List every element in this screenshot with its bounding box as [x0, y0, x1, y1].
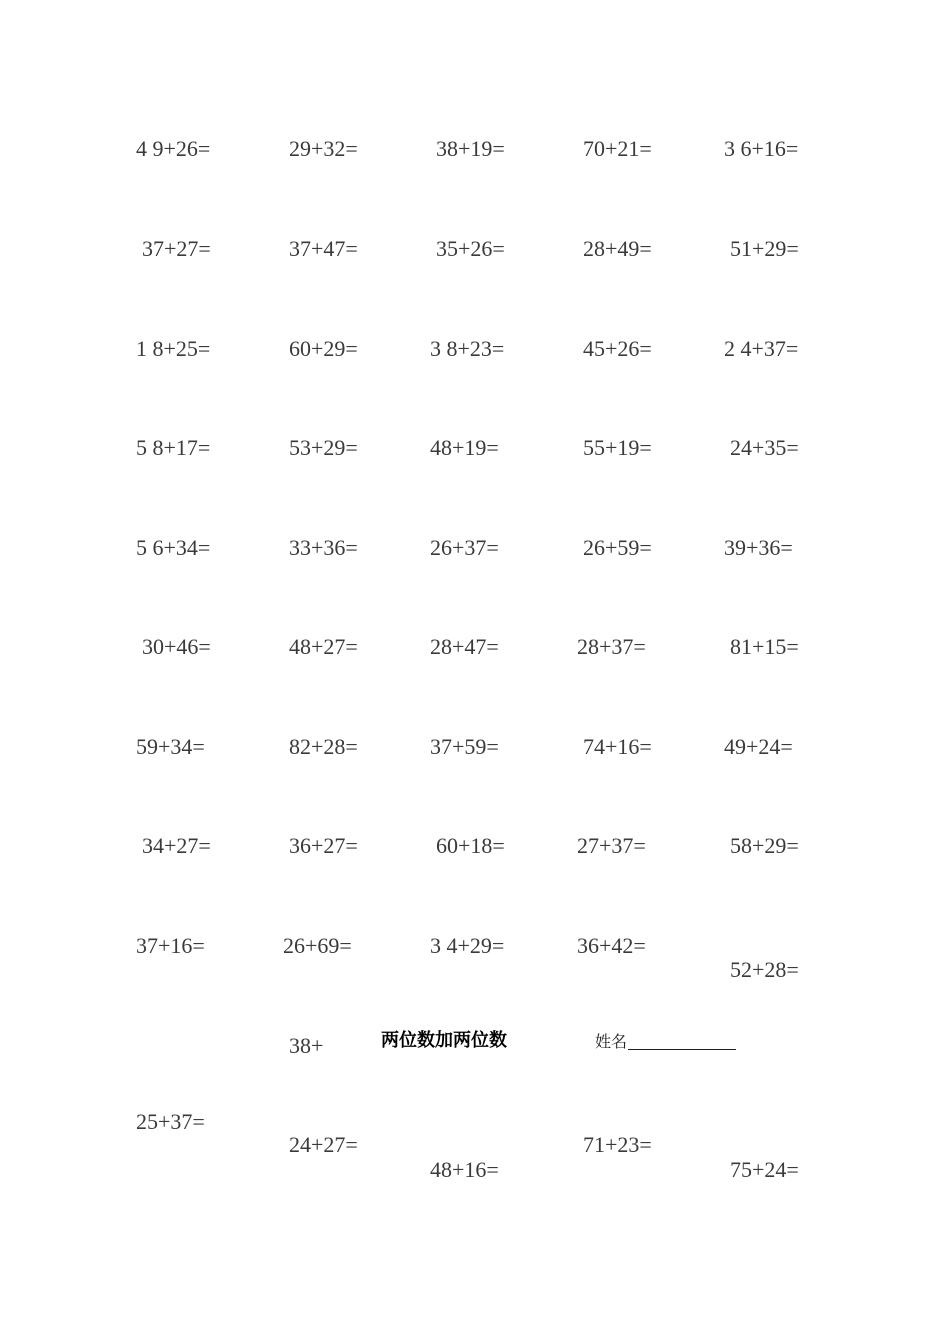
- equation: 82+28=: [289, 734, 358, 759]
- equation: 45+26=: [583, 336, 652, 361]
- equation: 59+34=: [136, 734, 205, 759]
- equation: 49+24=: [724, 734, 793, 759]
- equation: 3 4+29=: [430, 933, 505, 958]
- equation: 81+15=: [730, 634, 799, 659]
- equation: 24+27=: [289, 1132, 358, 1157]
- equation: 60+29=: [289, 336, 358, 361]
- equation: 37+59=: [430, 734, 499, 759]
- equation: 51+29=: [730, 236, 799, 261]
- name-label: 姓名: [595, 1032, 628, 1051]
- equation: 39+36=: [724, 535, 793, 560]
- equation: 55+19=: [583, 435, 652, 460]
- equation: 28+49=: [583, 236, 652, 261]
- equation: 70+21=: [583, 136, 652, 161]
- equation: 74+16=: [583, 734, 652, 759]
- equation: 1 8+25=: [136, 336, 211, 361]
- equation: 33+36=: [289, 535, 358, 560]
- equation: 25+37=: [136, 1109, 205, 1134]
- equation: 2 4+37=: [724, 336, 799, 361]
- equation: 37+27=: [142, 236, 211, 261]
- equation: 28+37=: [577, 634, 646, 659]
- equation: 48+27=: [289, 634, 358, 659]
- equation: 48+19=: [430, 435, 499, 460]
- equation: 3 8+23=: [430, 336, 505, 361]
- worksheet-title: 两位数加两位数: [381, 1030, 507, 1051]
- equation: 35+26=: [436, 236, 505, 261]
- equation: 5 6+34=: [136, 535, 211, 560]
- equation: 27+37=: [577, 833, 646, 858]
- equation: 28+47=: [430, 634, 499, 659]
- equation: 38+19=: [436, 136, 505, 161]
- equation: 34+27=: [142, 833, 211, 858]
- equation: 36+42=: [577, 933, 646, 958]
- equation: 3 6+16=: [724, 136, 799, 161]
- equation: 37+16=: [136, 933, 205, 958]
- equation: 5 8+17=: [136, 435, 211, 460]
- equation: 60+18=: [436, 833, 505, 858]
- name-blank-line: [628, 1049, 736, 1050]
- equation: 58+29=: [730, 833, 799, 858]
- equation: 4 9+26=: [136, 136, 211, 161]
- equation: 26+69=: [283, 933, 352, 958]
- equation-fragment: 38+: [289, 1033, 324, 1058]
- equation: 24+35=: [730, 435, 799, 460]
- equation: 75+24=: [730, 1157, 799, 1182]
- equation: 53+29=: [289, 435, 358, 460]
- equation: 71+23=: [583, 1132, 652, 1157]
- equation: 37+47=: [289, 236, 358, 261]
- equation: 48+16=: [430, 1157, 499, 1182]
- equation: 26+37=: [430, 535, 499, 560]
- equation: 29+32=: [289, 136, 358, 161]
- equation: 36+27=: [289, 833, 358, 858]
- equation: 52+28=: [730, 957, 799, 982]
- equation: 30+46=: [142, 634, 211, 659]
- equation: 26+59=: [583, 535, 652, 560]
